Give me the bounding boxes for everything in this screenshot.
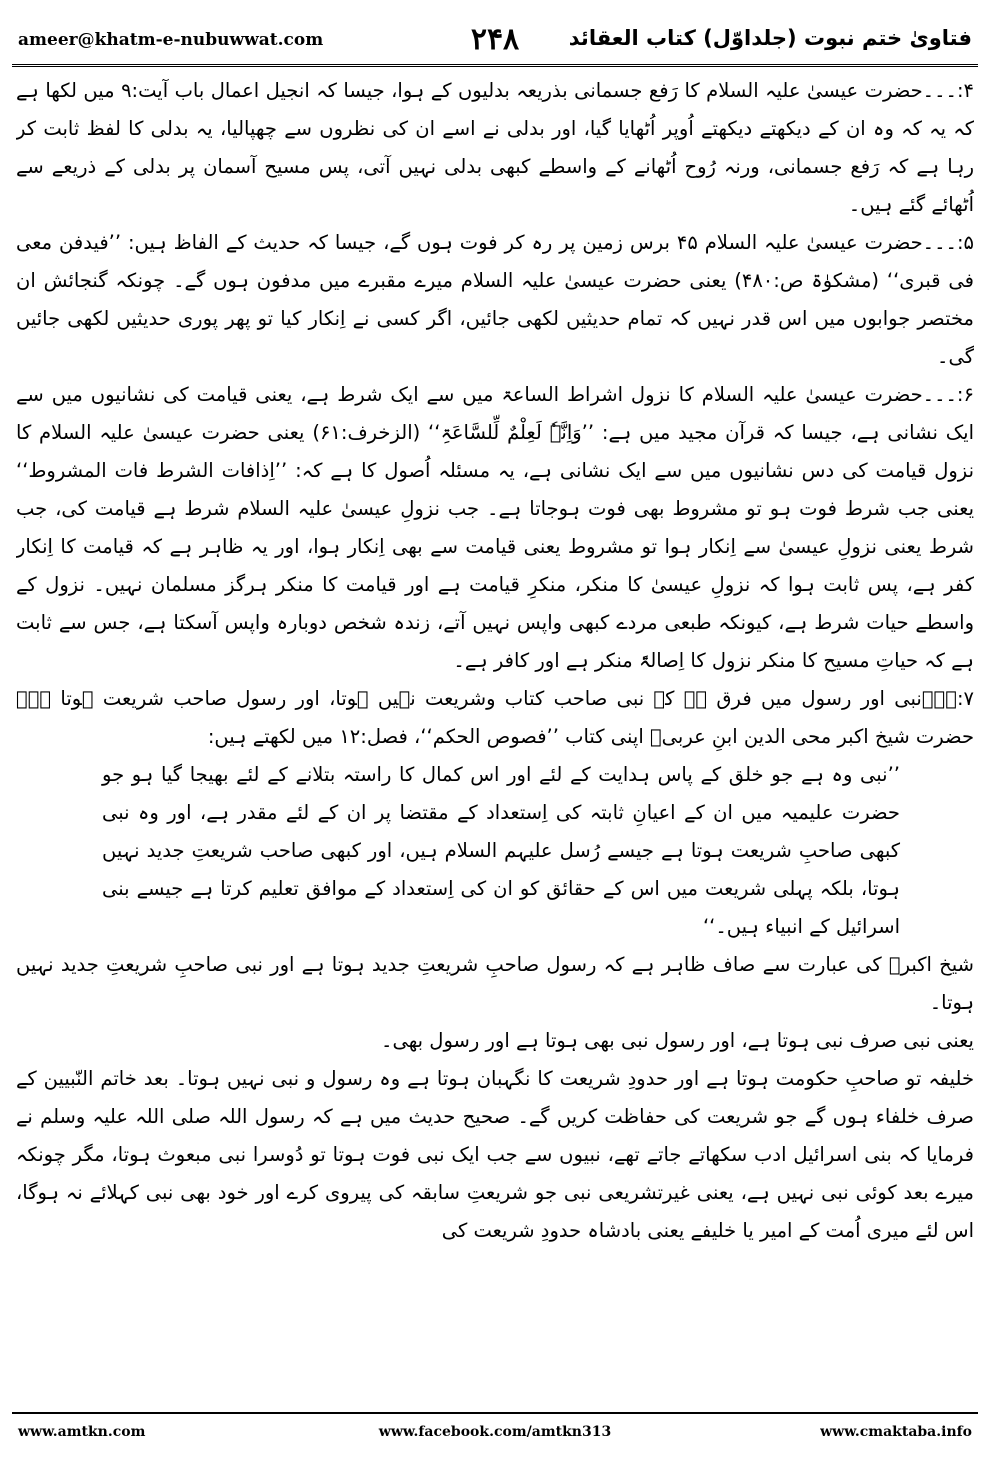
document-body [16,72,974,1402]
paragraph-4: ۴:۔۔۔حضرت عیسیٰ علیہ السلام کا رَفع جسمانی بذریعہ بدلیوں کے ہوا، جیسا کہ انجیل اعمال باب آیت:۹ میں لکھا ہے کہ یہ کہ وہ ان کے دیکھتے دیکھتے اُوپر اُٹھایا گیا، اور بدلی نے اسے ان کی نظروں سے چھپالیا، یہ بدلی کا لفظ ثابت کر رہا ہے کہ رَفع جسمانی، ورنہ رُوح اُٹھانے کے واسطے کبھی بدلی نہیں آتی، پس مسیح آسمان پر بدلی کے ذریعے سے اُٹھائے گئے ہیں۔ [16,79,974,216]
page-footer [18,1424,972,1448]
page-header [18,22,972,62]
header-email: ameer@khatm-e-nubuwwat.com [18,30,324,50]
paragraph-conclusion: شیخ اکبرؒ کی عبارت سے صاف ظاہر ہے کہ رسول صاحبِ شریعتِ جدید ہوتا ہے اور نبی صاحبِ شریعتِ جدید نہیں ہوتا۔ [16,953,974,1014]
paragraph-7: ۷:۔۔۔نبی اور رسول میں فرق ہے کہ نبی صاحب کتاب وشریعت نہیں ہوتا، اور رسول صاحب شریعت ہوتا ہے۔ حضرت شیخ اکبر محی الدین ابنِ عربیؒ اپنی کتاب ’’فصوص الحکم‘‘، فصل:۱۲ میں لکھتے ہیں: [16,687,974,748]
quotation-block: ’’نبی وہ ہے جو خلق کے پاس ہدایت کے لئے اور اس کمال کا راستہ بتلانے کے لئے بھیجا گیا ہو جو حضرت علیمیہ میں ان کے اعیانِ ثابتہ کی اِستعداد کے مقتضا پر ان کے لئے مقدر ہے، اور وہ نبی کبھی صاحبِ شریعت ہوتا ہے جیسے رُسل علیہم السلام ہیں، اور کبھی صاحب شریعتِ جدید نہیں ہوتا، بلکہ پہلی شریعت میں اس کے حقائق کو ان کی اِستعداد کے موافق تعلیم کرتا ہے جیسے بنی اسرائیل کے انبیاء ہیں۔‘‘ [102,763,900,938]
paragraph-khalifa: خلیفہ تو صاحبِ حکومت ہوتا ہے اور حدودِ شریعت کا نگہبان ہوتا ہے وہ رسول و نبی نہیں ہوتا۔ بعد خاتم النّبیین کے صرف خلفاء ہوں گے جو شریعت کی حفاظت کریں گے۔ صحیح حدیث میں ہے کہ رسول اللہ صلی اللہ علیہ وسلم نے فرمایا کہ بنی اسرائیل ادب سکھاتے جاتے تھے، نبیوں سے جب ایک نبی فوت ہوتا تو دُوسرا نبی مبعوث ہوتا، مگر چونکہ میرے بعد کوئی نبی نہیں ہے، یعنی غیرتشریعی نبی جو شریعتِ سابقہ کی پیروی کرے اور خود بھی نبی کہلائے نہ ہوگا، اس لئے میری اُمت کے امیر یا خلیفے یعنی بادشاہ حدودِ شریعت کی [16,1067,974,1242]
header-divider [12,64,978,67]
footer-link-amtkn[interactable]: www.amtkn.com [18,1424,146,1440]
book-title: فتاویٰ ختم نبوت (جلداوّل) کتاب العقائد [568,26,972,50]
footer-link-facebook[interactable]: www.facebook.com/amtkn313 [378,1424,612,1440]
paragraph-6: ۶:۔۔۔حضرت عیسیٰ علیہ السلام کا نزول اشراط الساعۃ میں سے ایک شرط ہے، یعنی قیامت کی نشانیوں میں سے ایک نشانی ہے، جیسا کہ قرآن مجید میں ہے: ’’وَاِنَّہٗ لَعِلْمٌ لِّلسَّاعَۃِ‘‘ (الزخرف:۶۱) یعنی حضرت عیسیٰ علیہ السلام کا نزول قیامت کی دس نشانیوں میں سے ایک نشانی ہے، یہ مسئلہ اُصول کا ہے کہ: ’’اِذافات الشرط فات المشروط‘‘ یعنی جب شرط فوت ہو تو مشروط بھی فوت ہوجاتا ہے۔ جب نزولِ عیسیٰ علیہ السلام شرط ہے قیامت کی، جب شرط یعنی نزولِ عیسیٰ سے اِنکار ہوا تو مشروط یعنی قیامت سے بھی اِنکار ہوا، اور یہ ظاہر ہے کہ قیامت کا اِنکار کفر ہے، پس ثابت ہوا کہ نزولِ عیسیٰ کا منکر، منکرِ قیامت ہے اور قیامت کا منکر ہرگز مسلمان نہیں۔ نزول کے واسطے حیات شرط ہے، کیونکہ طبعی مردے کبھی واپس نہیں آتے، زندہ شخص دوبارہ واپس آسکتا ہے، جس سے ثابت ہے کہ حیاتِ مسیح کا منکر نزول کا اِصالۃً منکر ہے اور کافر ہے۔ [16,383,974,672]
footer-link-cmaktaba[interactable]: www.cmaktaba.info [820,1424,972,1440]
paragraph-5: ۵:۔۔۔حضرت عیسیٰ علیہ السلام ۴۵ برس زمین پر رہ کر فوت ہوں گے، جیسا کہ حدیث کے الفاظ ہیں: ’’فیدفن معی فی قبری‘‘ (مشکوٰۃ ص:۴۸۰) یعنی حضرت عیسیٰ علیہ السلام میرے مقبرے میں مدفون ہوں گے۔ چونکہ گنجائش ان مختصر جوابوں میں اس قدر نہیں کہ تمام حدیثیں لکھی جائیں، اگر کسی نے اِنکار کیا تو پھر پوری حدیثیں لکھی جائیں گی۔ [16,231,974,368]
paragraph-summary: یعنی نبی صرف نبی ہوتا ہے، اور رسول نبی بھی ہوتا ہے اور رسول بھی۔ [381,1029,974,1052]
page-number: ۲۴۸ [470,22,520,57]
footer-divider [12,1412,978,1414]
